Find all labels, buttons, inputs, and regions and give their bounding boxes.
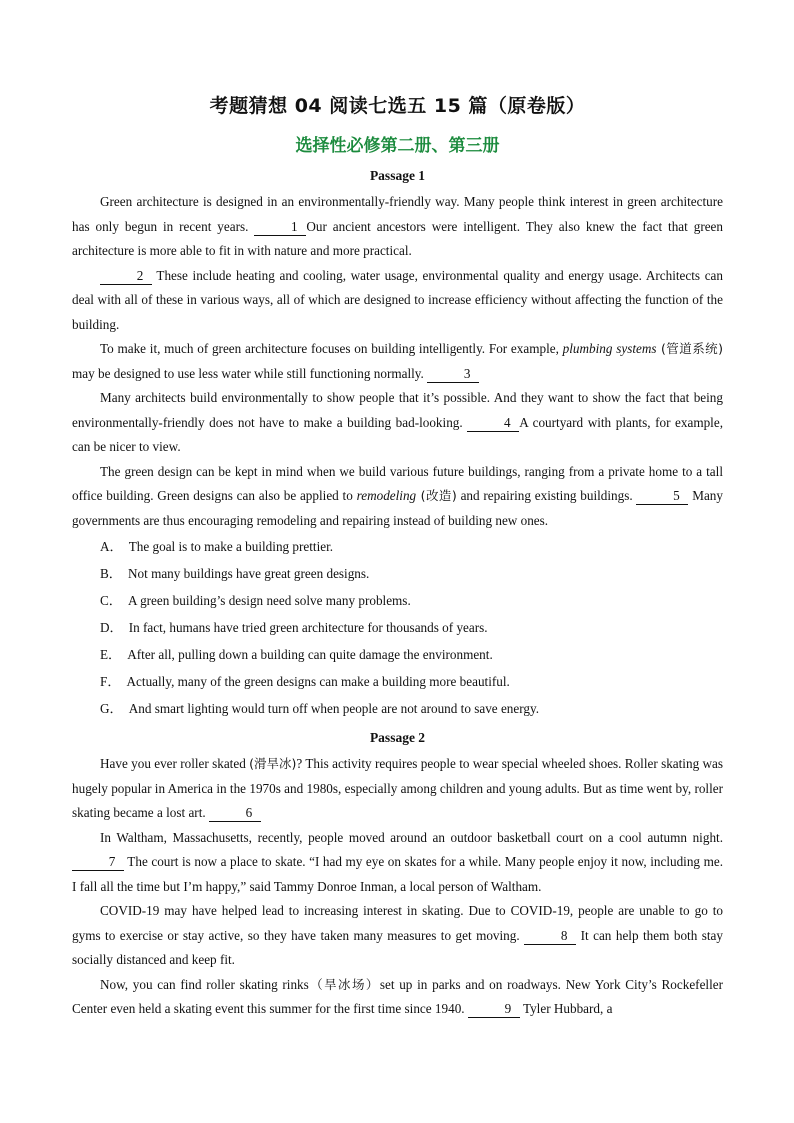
option-g[interactable]: G． And smart lighting would turn off when people are not around to save energy. <box>100 701 540 716</box>
passage1-paragraph-1: Green architecture is designed in an environmentally-friendly way. Many people think interest in green architecture has only begun in recent years. 1 Our ancient ancestors were intelligent. They also knew the fact that green architecture is more able to fit in with nature and more practical. <box>72 194 724 258</box>
passage2-title: Passage 2 <box>369 730 426 745</box>
option-c[interactable]: C． A green building’s design need solve many problems. <box>100 593 411 608</box>
option-e[interactable]: E． After all, pulling down a building can quite damage the environment. <box>100 647 493 662</box>
option-f[interactable]: F． Actually, many of the green designs can make a building more beautiful. <box>100 674 510 689</box>
blank-2[interactable]: 2 <box>100 268 152 285</box>
document-title: 考题猜想 04 阅读七选五 15 篇（原卷版） <box>209 95 586 117</box>
passage2-paragraph-3: COVID-19 may have helped lead to increasing interest in skating. Due to COVID-19, people are unable to go to gyms to exercise or stay active, so they have taken many measures to get moving. 8 It can help them both stay socially distanced and keep fit. <box>72 903 723 967</box>
passage1-paragraph-2: 2 These include heating and cooling, water usage, environmental quality and energy usage. Architects can deal with all of these in various ways, all of which are designed to increase efficiency without affecting the function of the building. <box>72 267 723 332</box>
passage1-paragraph-5: The green design can be kept in mind when we build various future buildings, ranging from a private home to a tall office building. Green designs can also be applied to remodeling (改造) and repairing existing buildings. 5 Many governments are thus encouraging remodeling and repairing instead of building new ones. <box>72 463 723 528</box>
blank-6[interactable]: 6 <box>209 805 261 822</box>
blank-1[interactable]: 1 <box>254 219 306 236</box>
option-b[interactable]: B． Not many buildings have great green designs. <box>100 566 370 581</box>
blank-7[interactable]: 7 <box>72 854 124 871</box>
passage2-paragraph-4: Now, you can find roller skating rinks（旱冰场）set up in parks and on roadways. New York City’s Rockefeller Center even held a skating event this summer for the first time since 1940. 9 Tyler Hubbard, a <box>72 976 723 1016</box>
passage1-title: Passage 1 <box>369 168 426 183</box>
passage1-paragraph-4: Many architects build environmentally to show people that it’s possible. And they want to show the fact that being environmentally-friendly does not have to make a building bad-looking. 4 A courtyard with plants, for example, can be nicer to view. <box>72 390 723 454</box>
blank-3[interactable]: 3 <box>427 366 479 383</box>
passage2-paragraph-2: In Waltham, Massachusetts, recently, people moved around an outdoor basketball court on a cool autumn night. 7 The court is now a place to skate. “I had my eye on skates for a while. Many people enjoy it now, including me. I fall all the time but I’m happy,” said Tammy Donroe Inman, a local person of Waltham. <box>72 829 723 894</box>
document-page <box>72 92 723 1022</box>
blank-9[interactable]: 9 <box>468 1001 520 1018</box>
passage1-paragraph-3: To make it, much of green architecture focuses on building intelligently. For example, plumbing systems (管道系统) may be designed to use less water while still functioning normally. 3 <box>72 341 723 381</box>
blank-8[interactable]: 8 <box>524 928 576 945</box>
option-d[interactable]: D． In fact, humans have tried green architecture for thousands of years. <box>100 620 488 635</box>
blank-4[interactable]: 4 <box>467 415 519 432</box>
passage2-paragraph-1: Have you ever roller skated (滑旱冰)? This activity requires people to wear special wheeled shoes. Roller skating was hugely popular in America in the 1970s and 1980s, especially among children and young adults. But as time went by, roller skating became a lost art. 6 <box>72 756 723 820</box>
blank-5[interactable]: 5 <box>636 488 688 505</box>
document-subtitle: 选择性必修第二册、第三册 <box>295 136 500 156</box>
option-a[interactable]: A． The goal is to make a building prettier. <box>100 539 334 554</box>
